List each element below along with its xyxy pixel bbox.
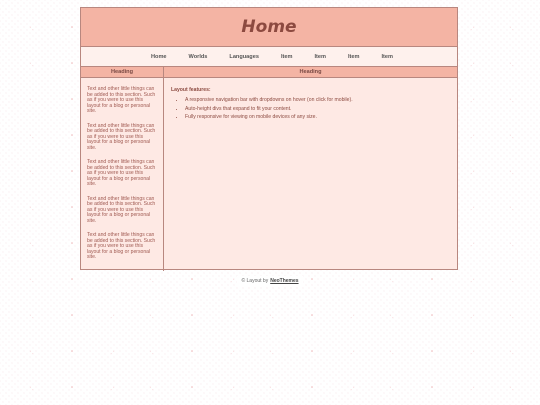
sidebar — [81, 67, 164, 271]
nav-item-item-2[interactable]: Item — [314, 53, 326, 60]
footer-credit — [237, 276, 303, 286]
nav-item-item-1[interactable]: Item — [280, 53, 293, 60]
features-title: Layout features: — [171, 87, 211, 93]
sidebar-text-block: Text and other little things can be added to this section. Such as if you were to use this layout for a blog or personal site. — [87, 195, 156, 224]
feature-item: • Auto-height divs that expand to fit your content. — [185, 107, 450, 113]
navigation-bar — [81, 47, 457, 67]
feature-item: • A responsive navigation bar with dropdowns on hover (on click for mobile). — [185, 98, 450, 104]
content-area — [81, 67, 457, 271]
layout-container — [80, 7, 458, 270]
nav-item-worlds[interactable]: Worlds — [188, 53, 208, 60]
footer-prefix: © Layout by — [241, 278, 269, 284]
main-heading: Heading — [164, 67, 457, 78]
nav-item-languages[interactable]: Languages — [229, 53, 259, 60]
page-header — [81, 8, 457, 47]
footer-link[interactable]: NeoThemes — [270, 278, 299, 284]
main-body — [164, 78, 457, 133]
sidebar-text-block: Text and other little things can be added to this section. Such as if you were to use this layout for a blog or personal site. — [87, 86, 156, 114]
features-list — [171, 98, 450, 121]
feature-item: • Fully responsive for viewing on mobile devices of any size. — [185, 115, 450, 121]
page-title: Home — [241, 17, 297, 37]
sidebar-text-block: Text and other little things can be added to this section. Such as if you were to use this layout for a blog or personal site. — [87, 232, 156, 260]
sidebar-blocks — [81, 78, 163, 261]
nav-item-item-4[interactable]: Item — [381, 53, 393, 60]
nav-item-home[interactable]: Home — [151, 53, 167, 60]
nav-item-item-3[interactable]: Item — [347, 53, 360, 60]
sidebar-text-block: Text and other little things can be added to this section. Such as if you were to use this layout for a blog or personal site. — [87, 159, 156, 187]
main-column — [164, 67, 457, 271]
sidebar-text-block: Text and other little things can be added to this section. Such as if you were to use this layout for a blog or personal site. — [87, 122, 156, 151]
sidebar-heading: Heading — [81, 67, 163, 78]
